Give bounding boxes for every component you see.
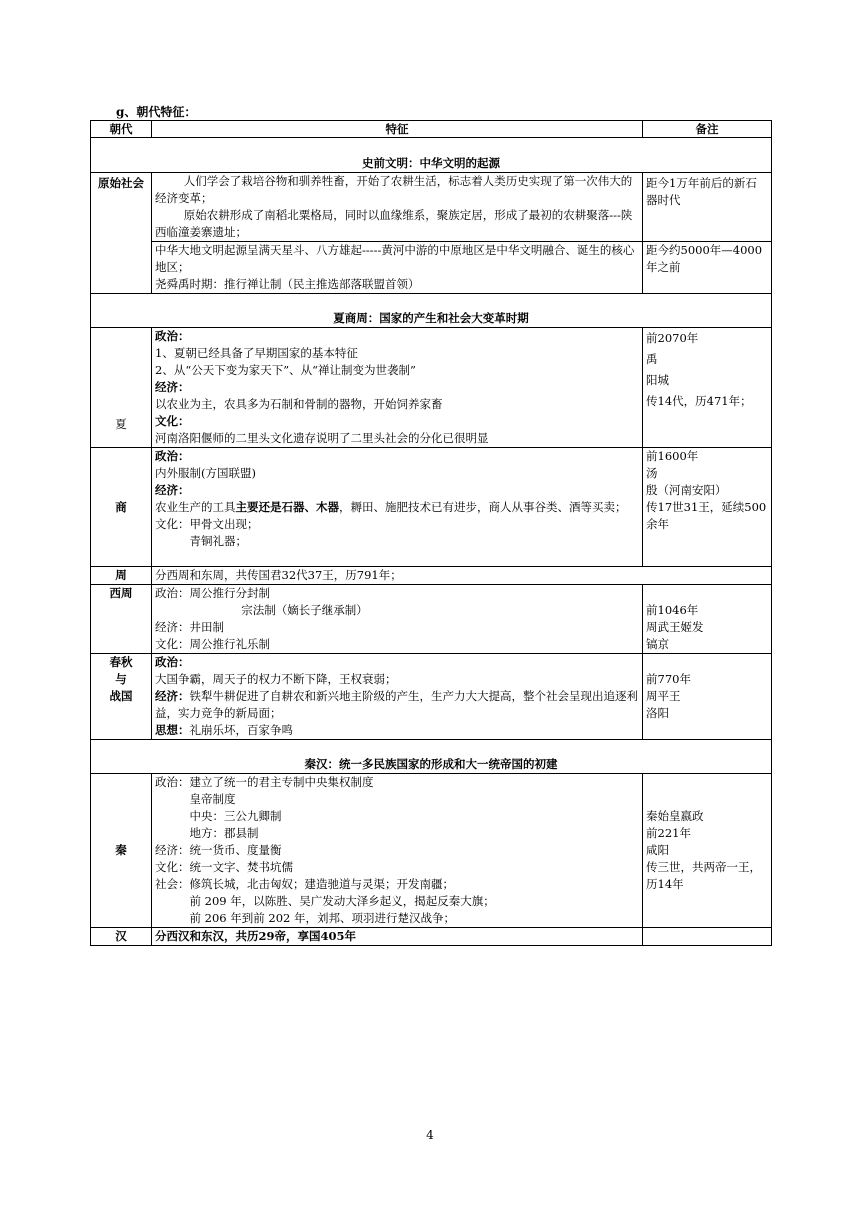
- feature-text: 政治：建立了统一的君主专制中央集权制度: [155, 775, 374, 789]
- note-text: 前221年: [646, 826, 691, 840]
- notes-cell: [643, 654, 772, 740]
- era-row-qinhan: [91, 740, 772, 774]
- dynasty-name-primitive: [91, 173, 152, 294]
- notes-cell: [643, 448, 772, 567]
- feature-heading-inline: 经济：: [155, 689, 190, 703]
- note-text: 距今约5000年—4000年之前: [646, 243, 763, 274]
- dynasty-table: [90, 120, 772, 946]
- note-text: 阳城: [646, 373, 669, 387]
- feature-text: 以农业为主，农具多为石制和骨制的器物，开始饲养家畜: [155, 397, 443, 411]
- era-row-xsz: [91, 294, 772, 328]
- feature-text: 2、从“公天下变为家天下”、从“禅让制变为世袭制”: [155, 363, 416, 377]
- feature-text: 文化：周公推行礼乐制: [155, 637, 270, 651]
- feature-text: 宗法制（嫡长子继承制）: [241, 603, 368, 617]
- feature-text: 前 209 年，以陈胜、吴广发动大泽乡起义，揭起反秦大旗；: [189, 894, 495, 908]
- dynasty-name-text: 秦: [115, 843, 127, 857]
- dynasty-name-text: 商: [115, 499, 127, 514]
- table-row: [91, 774, 772, 928]
- feature-text-emphasis: 主要还是石器、木器: [235, 500, 339, 514]
- note-text: 咸阳: [646, 843, 669, 857]
- section-title: g、朝代特征：: [116, 105, 197, 119]
- feature-text: 经济：井田制: [155, 620, 224, 634]
- page-number: 4: [426, 1128, 434, 1142]
- note-text: 周武王姬发: [646, 620, 704, 634]
- era-row-prehistory: [91, 138, 772, 173]
- notes-cell: [643, 774, 772, 928]
- feature-heading-inline: 思想：: [155, 723, 190, 737]
- header-dynasty: 朝代: [91, 121, 152, 138]
- note-text: 传三世，共两帝一王，历14年: [646, 860, 761, 891]
- feature-heading: 文化：: [155, 414, 190, 428]
- dynasty-name-text: 与: [115, 672, 127, 686]
- notes-cell: [643, 328, 772, 448]
- feature-text: 文化：统一文字、焚书坑儒: [155, 860, 293, 874]
- note-text: 殷（河南安阳）: [646, 483, 727, 497]
- feature-text: 河南洛阳偃师的二里头文化遗存说明了二里头社会的分化已很明显: [155, 431, 489, 445]
- table-row: [91, 328, 772, 448]
- note-text: 距今1万年前后的新石器时代: [646, 176, 757, 207]
- feature-text: 皇帝制度: [189, 792, 236, 806]
- era-title-xsz: 夏商周：国家的产生和社会大变革时期: [91, 294, 772, 328]
- dynasty-name-text: 周: [115, 568, 127, 582]
- feature-text-part: ，耨田、施肥技术已有进步，商人从事谷类、酒等买卖；: [339, 500, 627, 514]
- note-text: 传17世31王，延续500余年: [646, 500, 767, 531]
- note-text: 禹: [646, 352, 658, 366]
- dynasty-name-text: 战国: [109, 689, 133, 703]
- feature-text: 文化：甲骨文出现；: [155, 517, 259, 531]
- feature-text: [155, 499, 639, 516]
- dynasty-name-xia: [91, 328, 152, 448]
- features-cell: [152, 448, 643, 567]
- dynasty-name-xizhou: [91, 585, 152, 654]
- notes-cell: [643, 173, 772, 242]
- table-row: [91, 173, 772, 242]
- feature-text-part: 农业生产的工具: [155, 500, 236, 514]
- feature-text: 青铜礼器；: [189, 534, 247, 548]
- feature-text: 人们学会了栽培谷物和驯养牲畜，开始了农耕生活，标志着人类历史实现了第一次伟大的经济变革；: [155, 174, 633, 205]
- feature-heading: 经济：: [155, 483, 190, 497]
- feature-heading: 经济：: [155, 380, 190, 394]
- era-title-prehistory: 史前文明：中华文明的起源: [91, 138, 772, 173]
- feature-text: 尧舜禹时期：推行禅让制（民主推选部落联盟首领）: [155, 277, 420, 291]
- table-row: [91, 448, 772, 567]
- note-text: 前1600年: [646, 449, 699, 463]
- note-text: 前770年: [646, 672, 691, 686]
- note-text: 周平王: [646, 689, 681, 703]
- header-row: [91, 121, 772, 138]
- feature-text: 内外服制(方国联盟): [155, 466, 256, 480]
- features-cell: [152, 328, 643, 448]
- feature-heading: 政治：: [155, 655, 190, 669]
- table-row: [91, 242, 772, 294]
- feature-text: 政治：周公推行分封制: [155, 586, 270, 600]
- dynasty-name-qin: [91, 774, 152, 928]
- feature-text: 原始农耕形成了南稻北粟格局，同时以血缘维系，聚族定居，形成了最初的农耕聚落---陕西临潼姜寨遗址；: [155, 208, 633, 239]
- features-cell: 分西汉和东汉，共历29帝，享国405年: [152, 928, 643, 946]
- table-row: [91, 928, 772, 946]
- note-text: 传14代，历471年；: [646, 394, 752, 408]
- dynasty-name-text: 汉: [115, 929, 127, 943]
- dynasty-name-zhou: [91, 567, 152, 585]
- notes-cell: [643, 242, 772, 294]
- feature-text-part: 铁犁牛耕促进了自耕农和新兴地主阶级的产生，生产力大大提高，整个社会呈现出追逐利益，实力竞争的新局面；: [155, 689, 638, 720]
- dynasty-name-text: 西周: [109, 586, 133, 600]
- feature-heading: 政治：: [155, 329, 190, 343]
- feature-text: 经济：统一货币、度量衡: [155, 843, 282, 857]
- dynasty-name-shang: [91, 448, 152, 567]
- note-text: 镐京: [646, 637, 669, 651]
- feature-text: 中央：三公九卿制: [189, 809, 282, 823]
- features-cell: [152, 242, 643, 294]
- features-cell: [152, 774, 643, 928]
- header-features: 特征: [152, 121, 643, 138]
- features-cell: [152, 173, 643, 242]
- note-text: 前1046年: [646, 603, 699, 617]
- features-cell: [152, 585, 643, 654]
- features-cell: 分西周和东周，共传国君32代37王，历791年；: [152, 567, 772, 585]
- feature-text: 中华大地文明起源呈满天星斗、八方雄起-----黄河中游的中原地区是中华文明融合、诞生的核心地区；: [155, 243, 635, 274]
- dynasty-name-text: 原始社会: [98, 176, 144, 190]
- feature-text: 社会：修筑长城，北击匈奴；建造驰道与灵渠；开发南疆；: [155, 877, 454, 891]
- table-row: [91, 654, 772, 740]
- notes-cell: [643, 585, 772, 654]
- feature-text: [155, 688, 639, 722]
- feature-text: [155, 722, 639, 739]
- era-title-qinhan: 秦汉：统一多民族国家的形成和大一统帝国的初建: [91, 740, 772, 774]
- header-notes: 备注: [643, 121, 772, 138]
- feature-text-part: 礼崩乐坏，百家争鸣: [189, 723, 293, 737]
- feature-heading: 政治：: [155, 449, 190, 463]
- dynasty-name-text: 夏: [115, 417, 127, 431]
- table-row: [91, 585, 772, 654]
- notes-cell: [643, 928, 772, 946]
- note-text: 洛阳: [646, 706, 669, 720]
- dynasty-name-text: 春秋: [109, 655, 133, 669]
- feature-text: 地方：郡县制: [189, 826, 259, 840]
- feature-text: 1、夏朝已经具备了早期国家的基本特征: [155, 346, 358, 360]
- dynasty-name-han: [91, 928, 152, 946]
- note-text: 秦始皇嬴政: [646, 809, 704, 823]
- note-text: 前2070年: [646, 331, 699, 345]
- table-row: [91, 567, 772, 585]
- dynasty-name-cqzg: [91, 654, 152, 740]
- features-cell: [152, 654, 643, 740]
- note-text: 汤: [646, 466, 658, 480]
- feature-text: 前 206 年到前 202 年，刘邦、项羽进行楚汉战争；: [189, 911, 456, 925]
- feature-text: 大国争霸，周天子的权力不断下降，王权衰弱；: [155, 672, 397, 686]
